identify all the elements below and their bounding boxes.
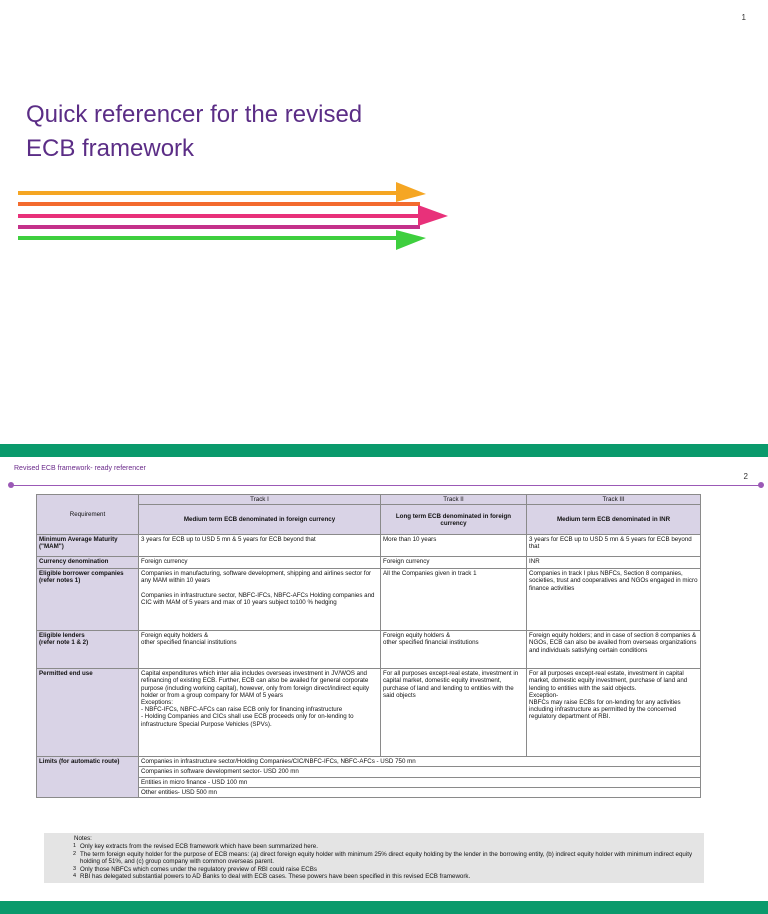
note-number: 2 [73, 850, 77, 857]
notes-box [44, 833, 704, 883]
subheader-track-3: Medium term ECB denominated in INR [527, 505, 701, 535]
table-header-row [37, 495, 701, 505]
note-text: Only those NBFCs which comes under the regulatory preview of RBI could raise ECBs [80, 865, 317, 873]
row-track-3: For all purposes except-real estate, investment in capital market, domestic equity investment, purchase of land and lending to entities with the said objects. Exception- NBFCs may raise ECBs for on-lending for any activities including infrastructure as permitted by the concerned regulatory department of RBI. [527, 669, 701, 757]
page-number: 2 [743, 472, 748, 481]
arrow-head [418, 205, 448, 226]
header-track-1: Track I [139, 495, 381, 505]
notes-title: Notes: [74, 835, 92, 842]
note-text: RBI has delegated substantial powers to AD Banks to deal with ECB cases. These powers have been specified in this revised ECB framework. [80, 873, 471, 881]
subheader-track-1: Medium term ECB denominated in foreign currency [139, 505, 381, 535]
note-text: The term foreign equity holder for the purpose of ECB means: (a) direct foreign equity holder with minimum 25% direct equity holding by the lender in the borrowing entity, (b) indirect equity holder with minimum indirect equity holding of 51%, and (c) group company with common overseas parent. [80, 850, 693, 866]
ecb-framework-table [36, 494, 701, 798]
row-track-3: 3 years for ECB up to USD 5 mn & 5 years for ECB beyond that [527, 535, 701, 557]
arrow-head [396, 230, 426, 250]
title-line-2: ECB framework [26, 135, 195, 162]
row-requirement: Currency denomination [37, 557, 139, 569]
row-track-3: INR [527, 557, 701, 569]
rule-dot [758, 482, 764, 488]
row-track-1: Companies in manufacturing, software development, shipping and airlines sector for any MAM within 10 years Companies in infrastructure sector, NBFC-IFCs, NBFC-AFCs Holding companies and CIC with MAM of 5 years and max of 10 years subject to100 % hedging [139, 569, 381, 631]
table-row [37, 631, 701, 669]
limit-item: Entities in micro finance - USD 100 mn [139, 777, 701, 787]
row-track-1: Foreign currency [139, 557, 381, 569]
limit-item: Companies in infrastructure sector/Holding Companies/CIC/NBFC-IFCs, NBFC-AFCs - USD 750 mn [139, 757, 701, 767]
arrow-head [396, 182, 426, 202]
row-track-3: Foreign equity holders; and in case of section 8 companies & NGOs, ECB can also be availed from overseas organizations and individuals satisfying certain conditions [527, 631, 701, 669]
row-track-1: Foreign equity holders & other specified financial institutions [139, 631, 381, 669]
row-track-2: All the Companies given in track 1 [381, 569, 527, 631]
row-track-1: Capital expenditures which inter alia includes overseas investment in JV/WOS and refinancing of existing ECB. Further, ECB can also be availed for general corporate purpose (including working capital), however, only from foreign direct/indirect equity holder or from a group company for MAM of 5 years Exceptions: - NBFC-IFCs, NBFC-AFCs can raise ECB only for financing infrastructure - Holding Companies and CICs shall use ECB proceeds only for on-lending to infrastructure Special Purpose Vehicles (SPVs). [139, 669, 381, 757]
limit-item: Companies in software development sector- USD 200 mn [139, 767, 701, 777]
arrow-stripe [18, 214, 438, 218]
row-track-3: Companies in track I plus NBFCs, Section 8 companies, societies, trust and cooperatives and NGOs engaged in micro finance activities [527, 569, 701, 631]
limits-row [37, 757, 701, 767]
note-number: 1 [73, 843, 77, 850]
header-rule [10, 485, 762, 486]
limits-label: Limits (for automatic route) [37, 757, 139, 798]
title-line-1: Quick referencer for the revised [26, 101, 363, 128]
row-track-1: 3 years for ECB up to USD 5 mn & 5 years for ECB beyond that [139, 535, 381, 557]
row-requirement: Minimum Average Maturity ("MAM") [37, 535, 139, 557]
note-text: Only key extracts from the revised ECB framework which have been summarized here. [80, 843, 318, 851]
note-number: 3 [73, 865, 77, 872]
row-requirement: Eligible borrower companies (refer notes 1) [37, 569, 139, 631]
page-number: 1 [741, 13, 746, 22]
row-track-2: For all purposes except-real estate, investment in capital market, domestic equity investment, purchase of land and lending to entities with the said objects [381, 669, 527, 757]
arrow-stripe [18, 202, 420, 206]
green-footer-band [0, 901, 768, 914]
limit-item: Other entities- USD 500 mn [139, 787, 701, 797]
table-row [37, 557, 701, 569]
note-item [74, 851, 700, 866]
arrow-stripe [18, 191, 405, 195]
row-requirement: Permitted end use [37, 669, 139, 757]
arrow-stripe [18, 236, 405, 240]
note-number: 4 [73, 873, 77, 880]
note-item [74, 843, 700, 850]
row-requirement: Eligible lenders (refer note 1 & 2) [37, 631, 139, 669]
table-row [37, 569, 701, 631]
arrow-stripe [18, 225, 420, 229]
header-requirement: Requirement [37, 495, 139, 535]
subheader-track-2: Long term ECB denominated in foreign currency [381, 505, 527, 535]
row-track-2: Foreign equity holders & other specified financial institutions [381, 631, 527, 669]
slide-1 [0, 0, 768, 444]
row-track-2: More than 10 years [381, 535, 527, 557]
header-track-3: Track III [527, 495, 701, 505]
note-item [74, 866, 700, 873]
slide-2-header: Revised ECB framework- ready referencer [14, 465, 146, 472]
slide-title [26, 98, 362, 166]
table-row [37, 669, 701, 757]
note-item [74, 873, 700, 880]
green-divider-band [0, 444, 768, 457]
arrow-stripes-icon [18, 180, 458, 252]
table-row [37, 535, 701, 557]
row-track-2: Foreign currency [381, 557, 527, 569]
header-track-2: Track II [381, 495, 527, 505]
rule-dot [8, 482, 14, 488]
